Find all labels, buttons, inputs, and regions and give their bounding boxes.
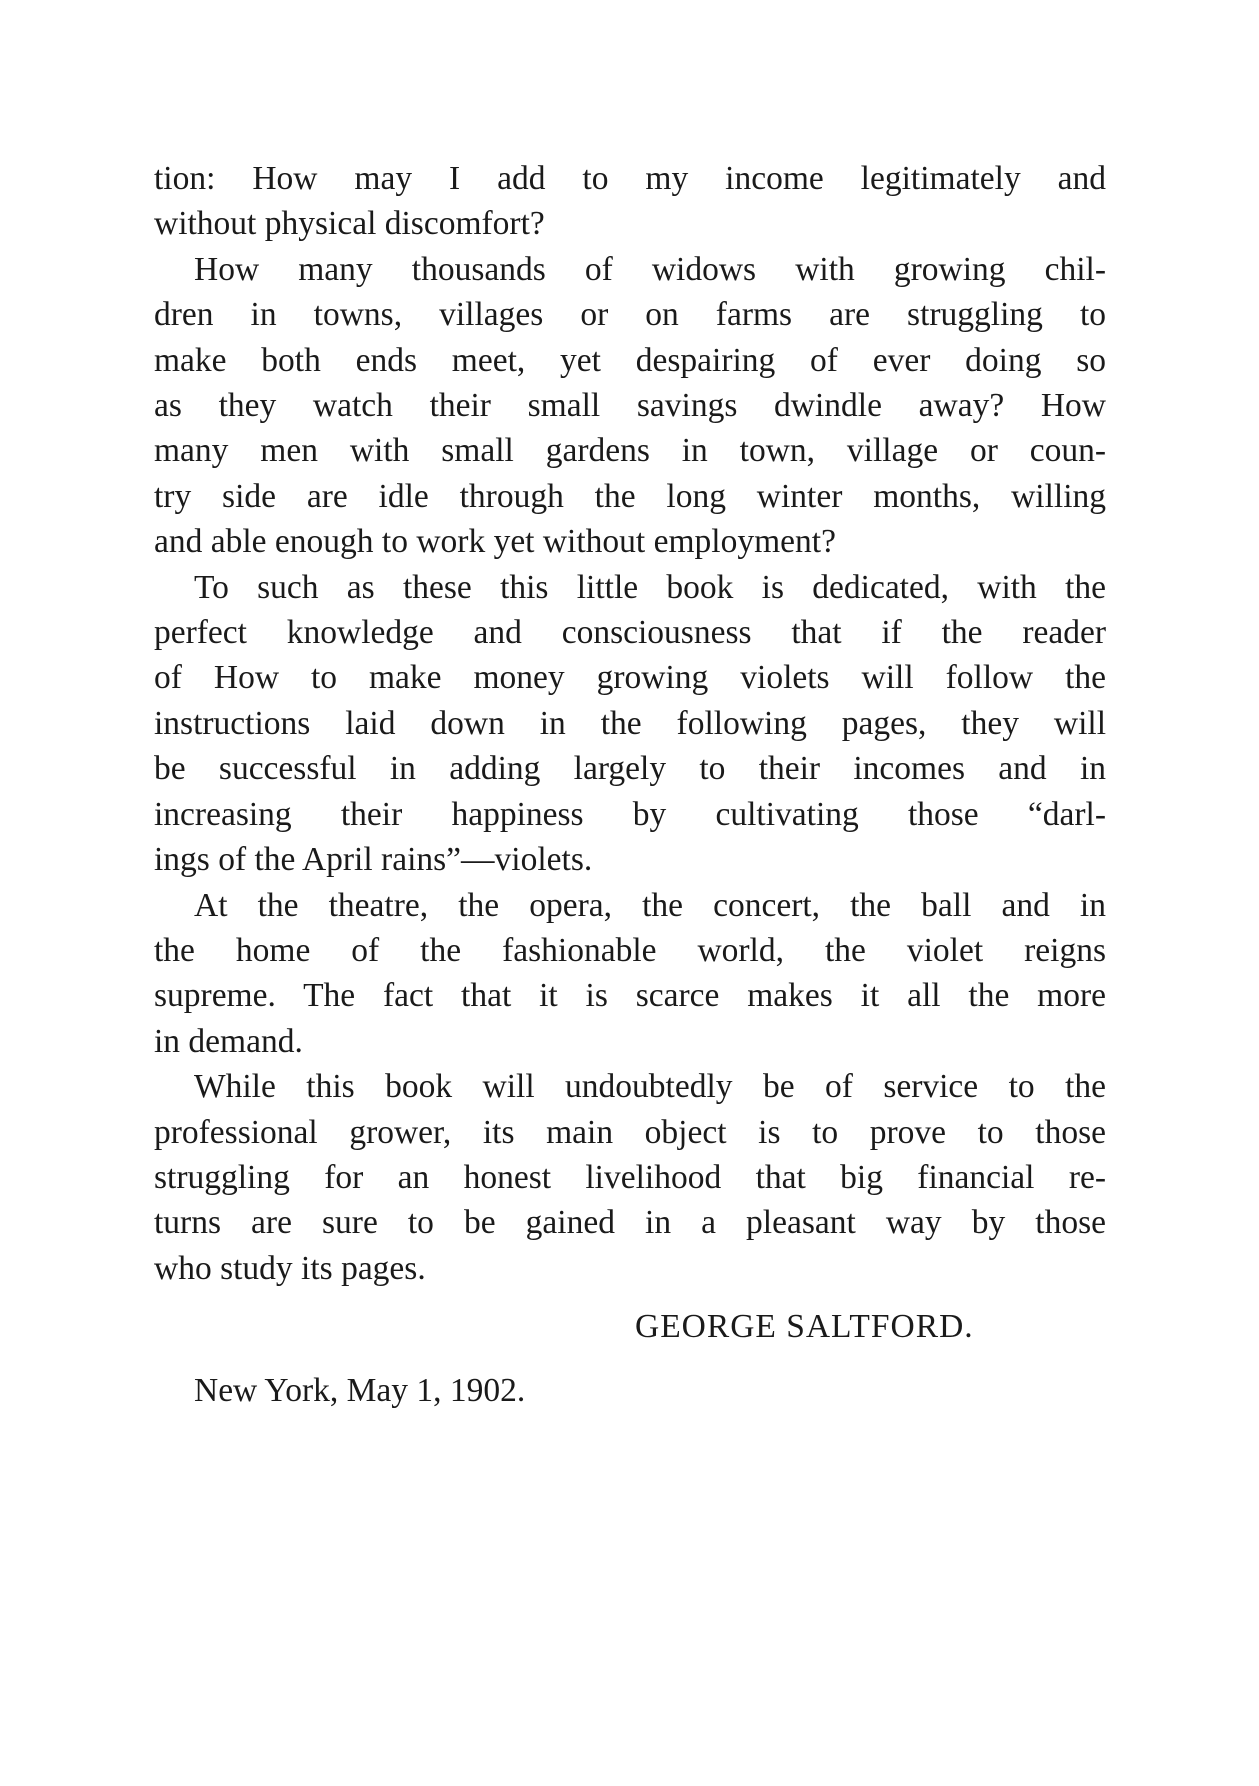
- text-line: supreme. The fact that it is scarce makes it all the more: [154, 977, 1106, 1015]
- text-line: who study its pages.: [154, 1249, 426, 1287]
- text-line: the home of the fashionable world, the violet reigns: [154, 931, 1106, 969]
- text-line: be successful in adding largely to their incomes and in: [154, 750, 1106, 788]
- text-line: increasing their happiness by cultivating those “darl-: [154, 795, 1106, 833]
- text-line: turns are sure to be gained in a pleasant way by those: [154, 1204, 1106, 1242]
- text-line: At the theatre, the opera, the concert, the ball and in: [194, 886, 1106, 924]
- text-line: in demand.: [154, 1022, 303, 1060]
- text-line: without physical discomfort?: [154, 205, 545, 243]
- paragraph-2: [154, 247, 1106, 565]
- dateline: New York, May 1, 1902.: [194, 1372, 526, 1409]
- text-line: struggling for an honest livelihood that big financial re-: [154, 1158, 1106, 1196]
- text-line: ings of the April rains”—violets.: [154, 841, 593, 879]
- text-line: professional grower, its main object is to prove to those: [154, 1113, 1106, 1151]
- text-line: How many thousands of widows with growing chil-: [194, 250, 1106, 288]
- text-line: To such as these this little book is dedicated, with the: [194, 568, 1106, 606]
- text-line: try side are idle through the long winter months, willing: [154, 477, 1106, 515]
- body-text: [154, 156, 1106, 1291]
- text-line: dren in towns, villages or on farms are struggling to: [154, 296, 1106, 334]
- paragraph-1: [154, 156, 1106, 247]
- text-line: as they watch their small savings dwindle away? How: [154, 387, 1106, 425]
- text-line: many men with small gardens in town, village or coun-: [154, 432, 1106, 470]
- text-line: instructions laid down in the following pages, they will: [154, 704, 1106, 742]
- paragraph-4: [154, 883, 1106, 1065]
- text-line: tion: How may I add to my income legitimately and: [154, 160, 1106, 197]
- paragraph-3: [154, 565, 1106, 883]
- text-line: While this book will undoubtedly be of service to the: [194, 1068, 1106, 1106]
- author-signature: GEORGE SALTFORD.: [635, 1308, 974, 1345]
- text-line: perfect knowledge and consciousness that if the reader: [154, 614, 1106, 652]
- text-line: and able enough to work yet without employment?: [154, 523, 836, 561]
- text-line: make both ends meet, yet despairing of ever doing so: [154, 341, 1106, 379]
- text-line: of How to make money growing violets will follow the: [154, 659, 1106, 697]
- paragraph-5: [154, 1064, 1106, 1291]
